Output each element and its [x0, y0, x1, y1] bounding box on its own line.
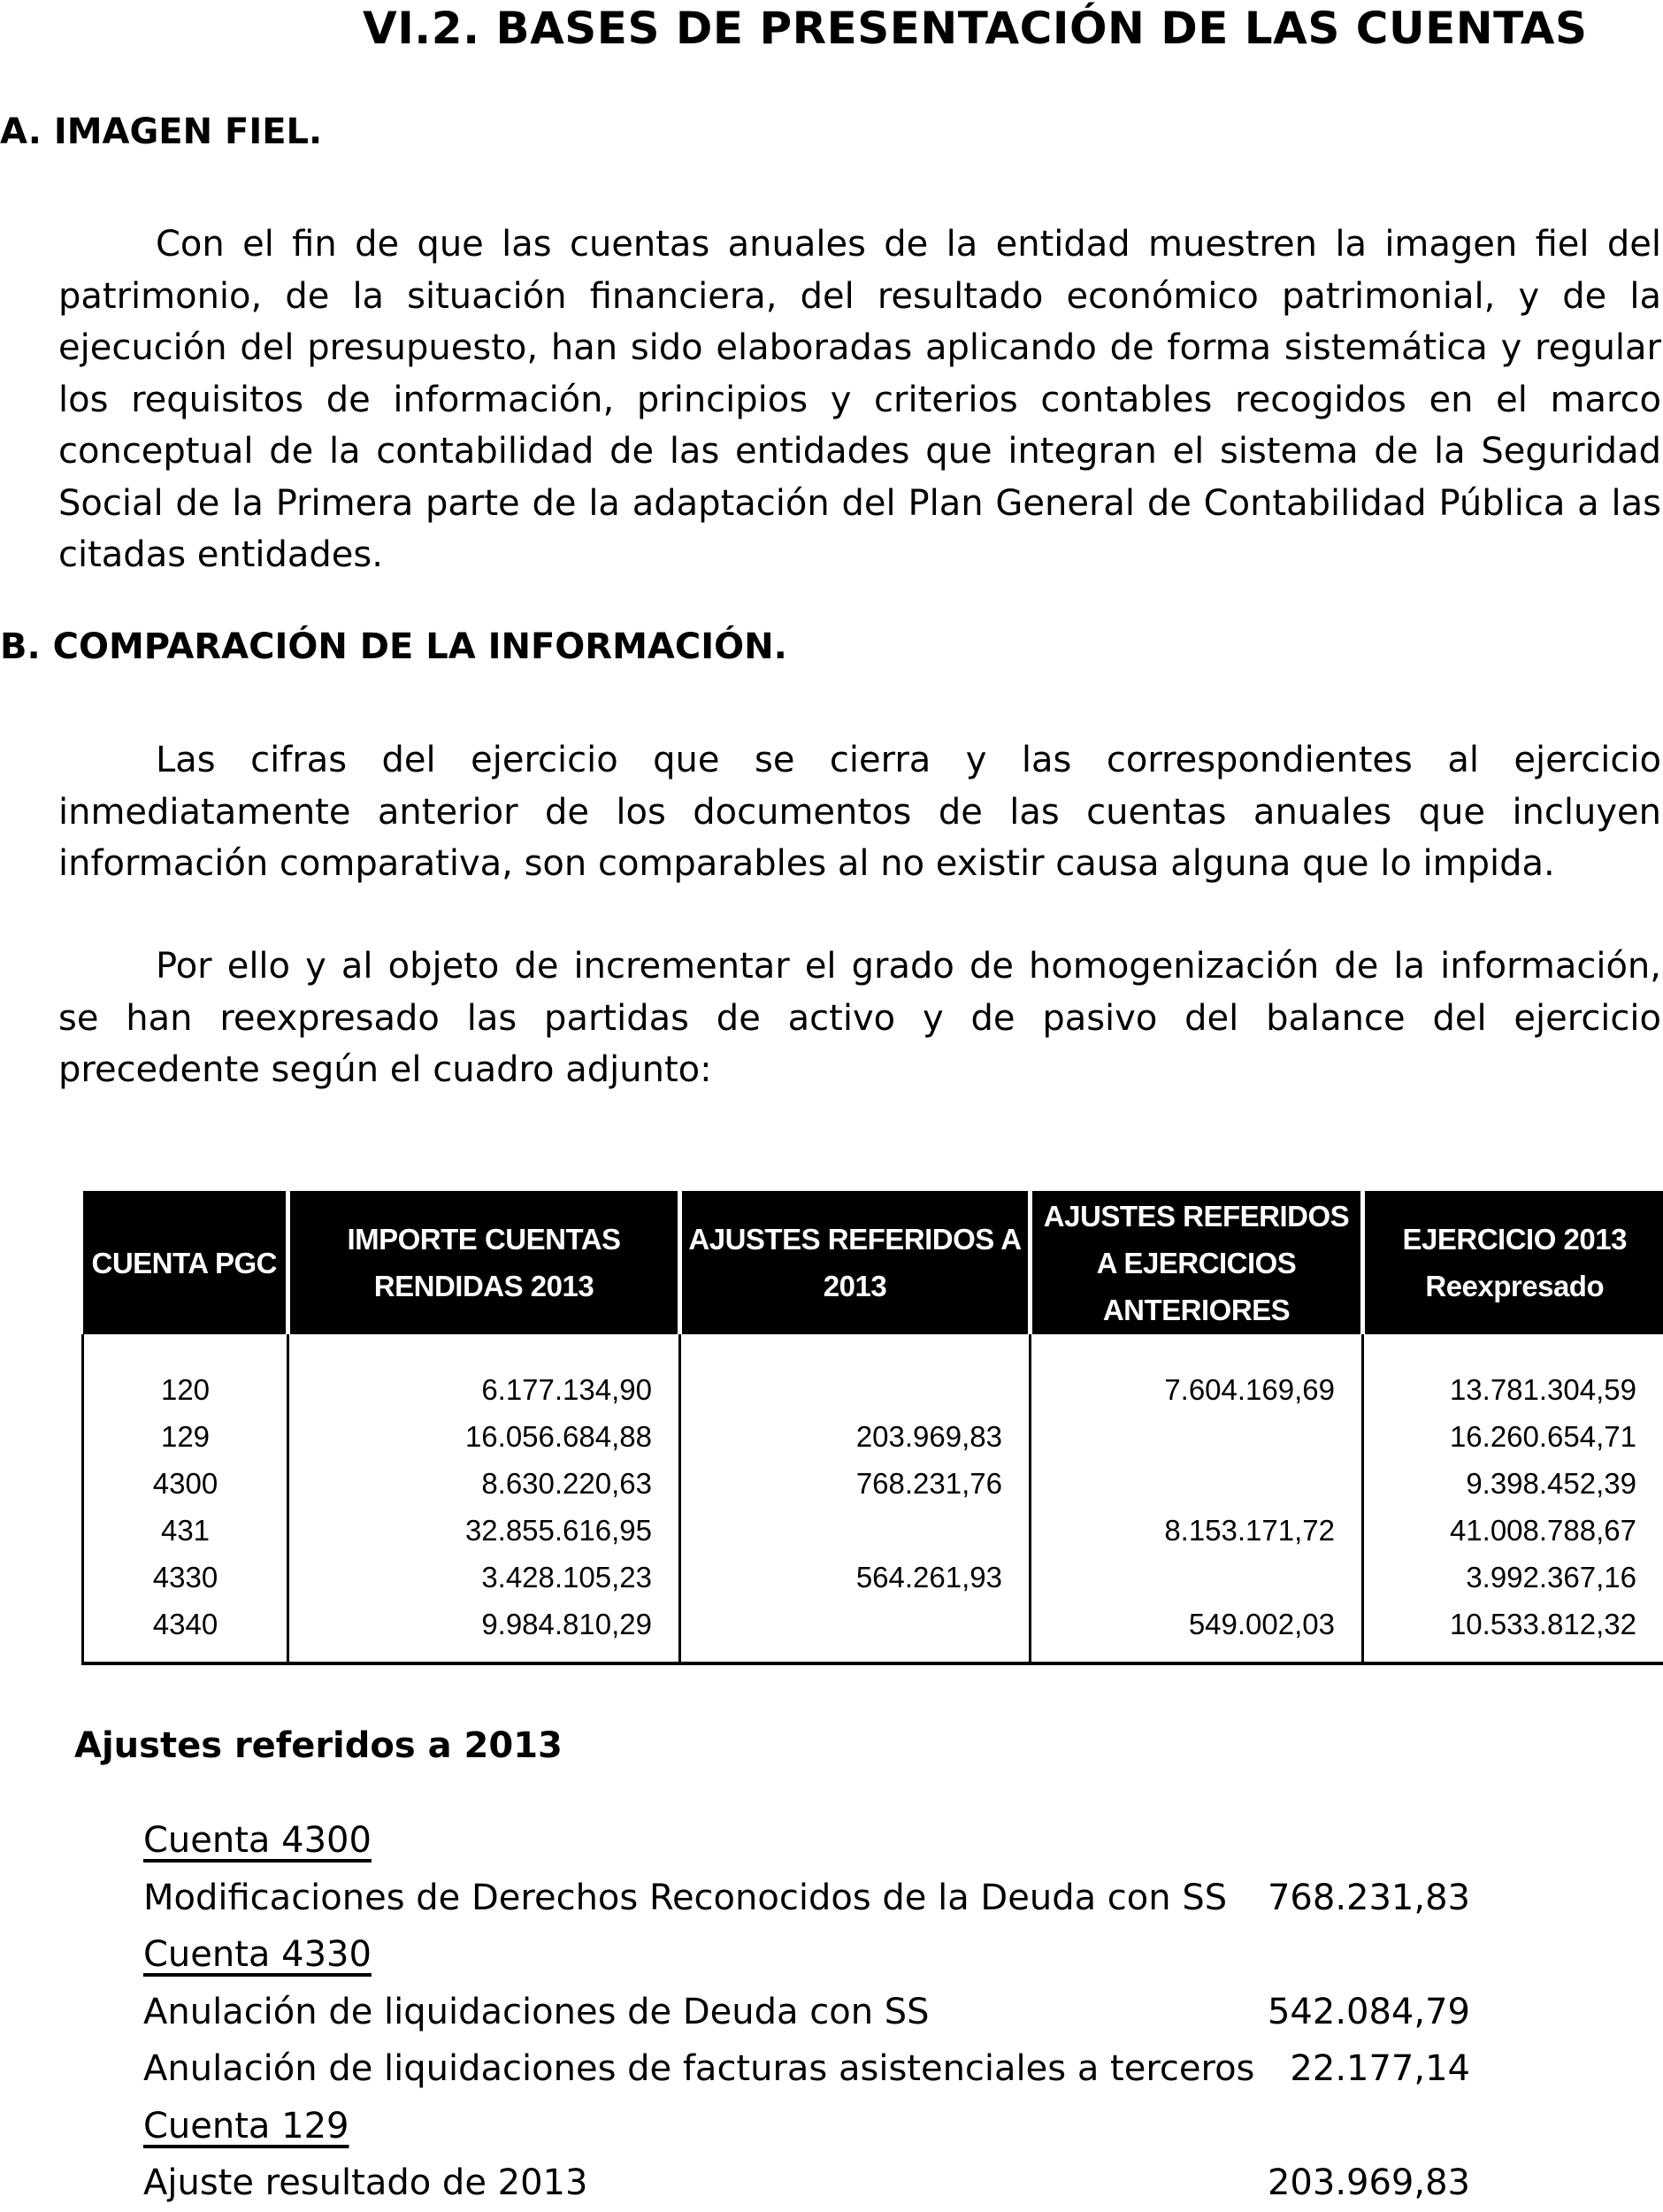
account-heading — [143, 2098, 1470, 2155]
cell-importe: 9.984.810,29 — [288, 1601, 680, 1663]
section-b-paragraph-2 — [58, 941, 1661, 1096]
cell-ajuste-anteriores: 7.604.169,69 — [1031, 1334, 1363, 1413]
table-row — [83, 1507, 1663, 1554]
table-row — [83, 1413, 1663, 1460]
adjustments-list — [143, 1812, 1470, 2212]
header-ejercicio-2013 — [1363, 1191, 1663, 1334]
cell-importe: 32.855.616,95 — [288, 1507, 680, 1554]
section-b-paragraph-1 — [58, 734, 1661, 890]
account-heading — [143, 1812, 1470, 1870]
adjustment-amount: 542.084,79 — [1240, 1984, 1470, 2041]
adjustment-label: Cuenta 129 — [143, 2098, 349, 2155]
header-ejercicio-2013-line2: Reexpresado — [1425, 1270, 1604, 1302]
header-ajustes-2013: AJUSTES REFERIDOS A 2013 — [680, 1191, 1031, 1334]
adjustment-label: Cuenta 4300 — [143, 1812, 372, 1870]
cell-cuenta: 4330 — [83, 1554, 288, 1601]
cell-ajuste-anteriores — [1031, 1554, 1363, 1601]
table-row — [83, 1601, 1663, 1663]
adjustment-amount: 203.969,83 — [1240, 2154, 1470, 2212]
cell-importe: 8.630.220,63 — [288, 1460, 680, 1507]
cell-ajuste-anteriores — [1031, 1413, 1363, 1460]
adjustment-label: Ajuste resultado de 2013 — [143, 2154, 587, 2212]
cell-importe: 16.056.684,88 — [288, 1413, 680, 1460]
section-a-paragraph — [58, 219, 1661, 581]
table-row — [83, 1460, 1663, 1507]
section-b-text-2: Por ello y al objeto de incrementar el grado de homogenización de la información, se han reexpresado las partidas de activo y de pasivo del balance del ejercicio precedente según el cuadro adjunto: — [58, 946, 1661, 1090]
cell-cuenta: 129 — [83, 1413, 288, 1460]
section-b-heading: B. COMPARACIÓN DE LA INFORMACIÓN. — [0, 626, 787, 667]
restatement-table-wrapper — [81, 1191, 1663, 1665]
header-ejercicio-2013-line1: EJERCICIO 2013 — [1403, 1223, 1627, 1256]
adjustment-line — [143, 1984, 1470, 2041]
adjustment-amount: 768.231,83 — [1240, 1870, 1470, 1927]
header-cuenta-pgc: CUENTA PGC — [83, 1191, 288, 1334]
cell-ajuste-2013 — [680, 1601, 1031, 1663]
page-title: VI.2. BASES DE PRESENTACIÓN DE LAS CUENTAS — [363, 0, 1513, 57]
cell-cuenta: 120 — [83, 1334, 288, 1413]
cell-ajuste-anteriores: 8.153.171,72 — [1031, 1507, 1363, 1554]
table-row — [83, 1554, 1663, 1601]
header-importe-cuentas: IMPORTE CUENTAS RENDIDAS 2013 — [288, 1191, 680, 1334]
cell-reexpresado: 10.533.812,32 — [1363, 1601, 1663, 1663]
cell-reexpresado: 16.260.654,71 — [1363, 1413, 1663, 1460]
account-heading — [143, 1926, 1470, 1984]
cell-ajuste-anteriores: 549.002,03 — [1031, 1601, 1363, 1663]
cell-reexpresado: 13.781.304,59 — [1363, 1334, 1663, 1413]
cell-importe: 3.428.105,23 — [288, 1554, 680, 1601]
adjustment-line — [143, 2040, 1470, 2098]
section-a-text: Con el fin de que las cuentas anuales de la entidad muestren la imagen fiel del patrimonio, de la situación financiera, del resultado económico patrimonial, y de la ejecución del presupuesto, han sido elaboradas aplicando de forma sistemática y regular los requisitos de información, principios y criterios contables recogidos en el marco conceptual de la contabilidad de las entidades que integran el sistema de la Seguridad Social de la Primera parte de la adaptación del Plan General de Contabilidad Pública a las citadas entidades. — [58, 224, 1661, 575]
cell-cuenta: 4340 — [83, 1601, 288, 1663]
adjustment-amount: 22.177,14 — [1254, 2040, 1470, 2098]
adjustment-label: Modificaciones de Derechos Reconocidos de la Deuda con SS — [143, 1870, 1227, 1927]
header-ajustes-anteriores: AJUSTES REFERIDOS A EJERCICIOS ANTERIORES — [1031, 1191, 1363, 1334]
cell-cuenta: 431 — [83, 1507, 288, 1554]
restatement-table — [81, 1191, 1663, 1665]
cell-ajuste-2013 — [680, 1507, 1031, 1554]
adjustment-label: Anulación de liquidaciones de Deuda con SS — [143, 1984, 930, 2041]
adjustments-heading: Ajustes referidos a 2013 — [74, 1725, 563, 1766]
section-b-text-1: Las cifras del ejercicio que se cierra y las correspondientes al ejercicio inmediatamente anterior de los documentos de las cuentas anuales que incluyen información comparativa, son comparables al no existir causa alguna que lo impida. — [58, 740, 1661, 884]
table-body — [83, 1334, 1663, 1663]
cell-reexpresado: 3.992.367,16 — [1363, 1554, 1663, 1601]
cell-ajuste-2013: 564.261,93 — [680, 1554, 1031, 1601]
cell-reexpresado: 41.008.788,67 — [1363, 1507, 1663, 1554]
adjustment-amount — [1240, 1926, 1470, 1984]
cell-ajuste-2013 — [680, 1334, 1031, 1413]
adjustment-label: Cuenta 4330 — [143, 1926, 372, 1984]
cell-ajuste-anteriores — [1031, 1460, 1363, 1507]
cell-cuenta: 4300 — [83, 1460, 288, 1507]
adjustment-label: Anulación de liquidaciones de facturas asistenciales a terceros — [143, 2040, 1254, 2098]
table-row — [83, 1334, 1663, 1413]
section-a-heading: A. IMAGEN FIEL. — [0, 111, 322, 152]
table-header-row — [83, 1191, 1663, 1334]
adjustment-line — [143, 1870, 1470, 1927]
adjustment-amount — [1240, 2098, 1470, 2155]
cell-ajuste-2013: 768.231,76 — [680, 1460, 1031, 1507]
adjustment-amount — [1240, 1812, 1470, 1870]
cell-importe: 6.177.134,90 — [288, 1334, 680, 1413]
cell-ajuste-2013: 203.969,83 — [680, 1413, 1031, 1460]
cell-reexpresado: 9.398.452,39 — [1363, 1460, 1663, 1507]
